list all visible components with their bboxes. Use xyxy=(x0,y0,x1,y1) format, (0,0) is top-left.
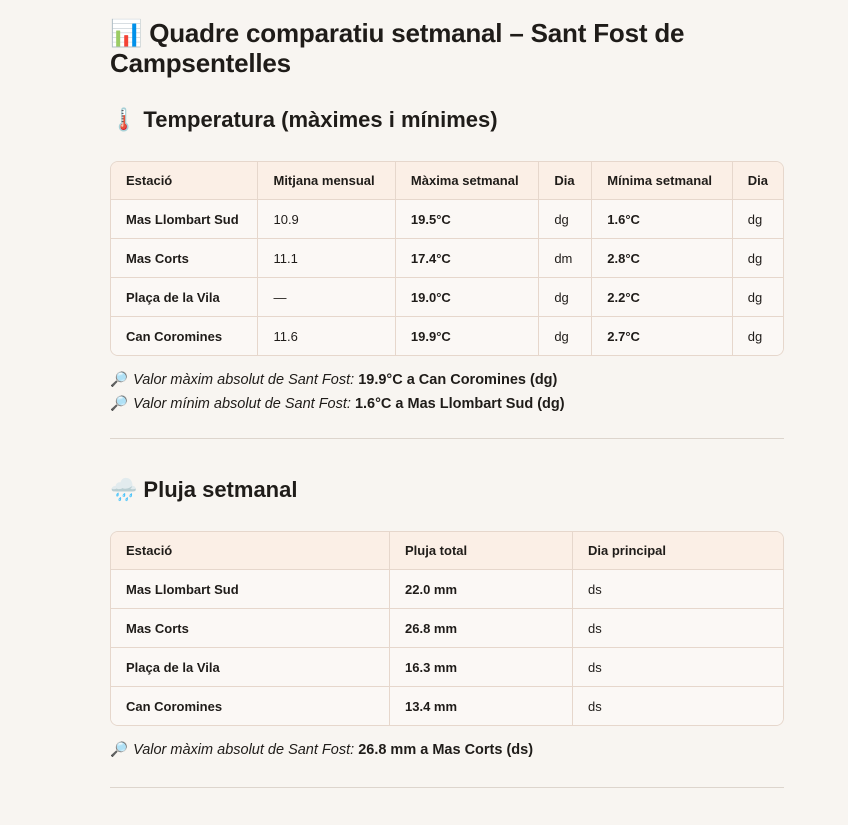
day-cell: dg xyxy=(733,200,783,239)
main-day-cell: ds xyxy=(573,609,783,648)
temperature-heading xyxy=(110,106,784,134)
day-cell: dg xyxy=(539,317,592,355)
day-cell: dg xyxy=(539,278,592,317)
col-header: Estació xyxy=(111,532,390,570)
table-header-row xyxy=(111,162,783,200)
note-label: Valor màxim absolut de Sant Fost: xyxy=(133,742,355,758)
monthly-mean-cell: 10.9 xyxy=(258,200,395,239)
station-cell: Mas Llombart Sud xyxy=(111,570,390,609)
table-row xyxy=(111,570,783,609)
station-cell: Mas Llombart Sud xyxy=(111,200,258,239)
min-absolute-note xyxy=(110,392,784,416)
section-divider xyxy=(110,438,784,439)
col-header: Pluja total xyxy=(390,532,573,570)
main-day-cell: ds xyxy=(573,687,783,725)
table-row xyxy=(111,609,783,648)
weekly-min-cell: 1.6°C xyxy=(592,200,732,239)
station-cell: Plaça de la Vila xyxy=(111,278,258,317)
table-row xyxy=(111,239,783,278)
day-cell: dg xyxy=(733,278,783,317)
table-row xyxy=(111,648,783,687)
rain-max-absolute-note xyxy=(110,738,784,762)
monthly-mean-cell: 11.6 xyxy=(258,317,395,355)
main-day-cell: ds xyxy=(573,648,783,687)
col-header: Mínima setmanal xyxy=(592,162,732,200)
weekly-min-cell: 2.2°C xyxy=(592,278,732,317)
col-header: Màxima setmanal xyxy=(396,162,539,200)
weekly-max-cell: 19.5°C xyxy=(396,200,539,239)
weekly-min-cell: 2.8°C xyxy=(592,239,732,278)
magnifier-icon: 🔎 xyxy=(110,742,129,758)
note-label: Valor màxim absolut de Sant Fost: xyxy=(133,372,355,388)
station-cell: Mas Corts xyxy=(111,609,390,648)
magnifier-icon: 🔎 xyxy=(110,372,129,388)
note-label: Valor mínim absolut de Sant Fost: xyxy=(133,396,351,412)
day-cell: dg xyxy=(733,317,783,355)
station-cell: Can Coromines xyxy=(111,317,258,355)
rain-total-cell: 16.3 mm xyxy=(390,648,573,687)
table-header-row xyxy=(111,532,783,570)
station-cell: Plaça de la Vila xyxy=(111,648,390,687)
weekly-max-cell: 17.4°C xyxy=(396,239,539,278)
table-row xyxy=(111,687,783,725)
rain-notes xyxy=(110,738,784,762)
magnifier-icon: 🔎 xyxy=(110,396,129,412)
temperature-table xyxy=(110,161,784,356)
rain-table xyxy=(110,531,784,726)
col-header: Dia principal xyxy=(573,532,783,570)
note-value: 1.6°C a Mas Llombart Sud (dg) xyxy=(354,396,565,412)
station-cell: Can Coromines xyxy=(111,687,390,725)
col-header: Mitjana mensual xyxy=(258,162,395,200)
note-value: 26.8 mm a Mas Corts (ds) xyxy=(358,742,534,758)
section-divider xyxy=(110,787,784,788)
temperature-notes xyxy=(110,368,784,416)
weekly-max-cell: 19.9°C xyxy=(396,317,539,355)
table-row xyxy=(111,200,783,239)
rain-cloud-icon: 🌧️ xyxy=(110,477,138,502)
page-title: 📊 Quadre comparatiu setmanal – Sant Fost de Campsentelles xyxy=(110,18,685,78)
monthly-mean-cell: — xyxy=(258,278,395,317)
thermometer-icon: 🌡️ xyxy=(110,107,138,132)
max-absolute-note xyxy=(110,368,784,392)
day-cell: dg xyxy=(539,200,592,239)
col-header: Dia xyxy=(733,162,783,200)
day-cell: dm xyxy=(539,239,592,278)
main-day-cell: ds xyxy=(573,570,783,609)
table-row xyxy=(111,278,783,317)
station-cell: Mas Corts xyxy=(111,239,258,278)
rain-heading-text: Pluja setmanal xyxy=(143,477,298,502)
note-value: 19.9°C a Can Coromines (dg) xyxy=(358,372,558,388)
col-header: Dia xyxy=(539,162,592,200)
day-cell: dg xyxy=(733,239,783,278)
col-header: Estació xyxy=(111,162,258,200)
rain-total-cell: 13.4 mm xyxy=(390,687,573,725)
monthly-mean-cell: 11.1 xyxy=(258,239,395,278)
content xyxy=(110,18,784,825)
rain-total-cell: 22.0 mm xyxy=(390,570,573,609)
rain-total-cell: 26.8 mm xyxy=(390,609,573,648)
table-row xyxy=(111,317,783,355)
weekly-min-cell: 2.7°C xyxy=(592,317,732,355)
rain-heading xyxy=(110,476,784,504)
temperature-heading-text: Temperatura (màximes i mínimes) xyxy=(143,107,498,132)
weekly-max-cell: 19.0°C xyxy=(396,278,539,317)
